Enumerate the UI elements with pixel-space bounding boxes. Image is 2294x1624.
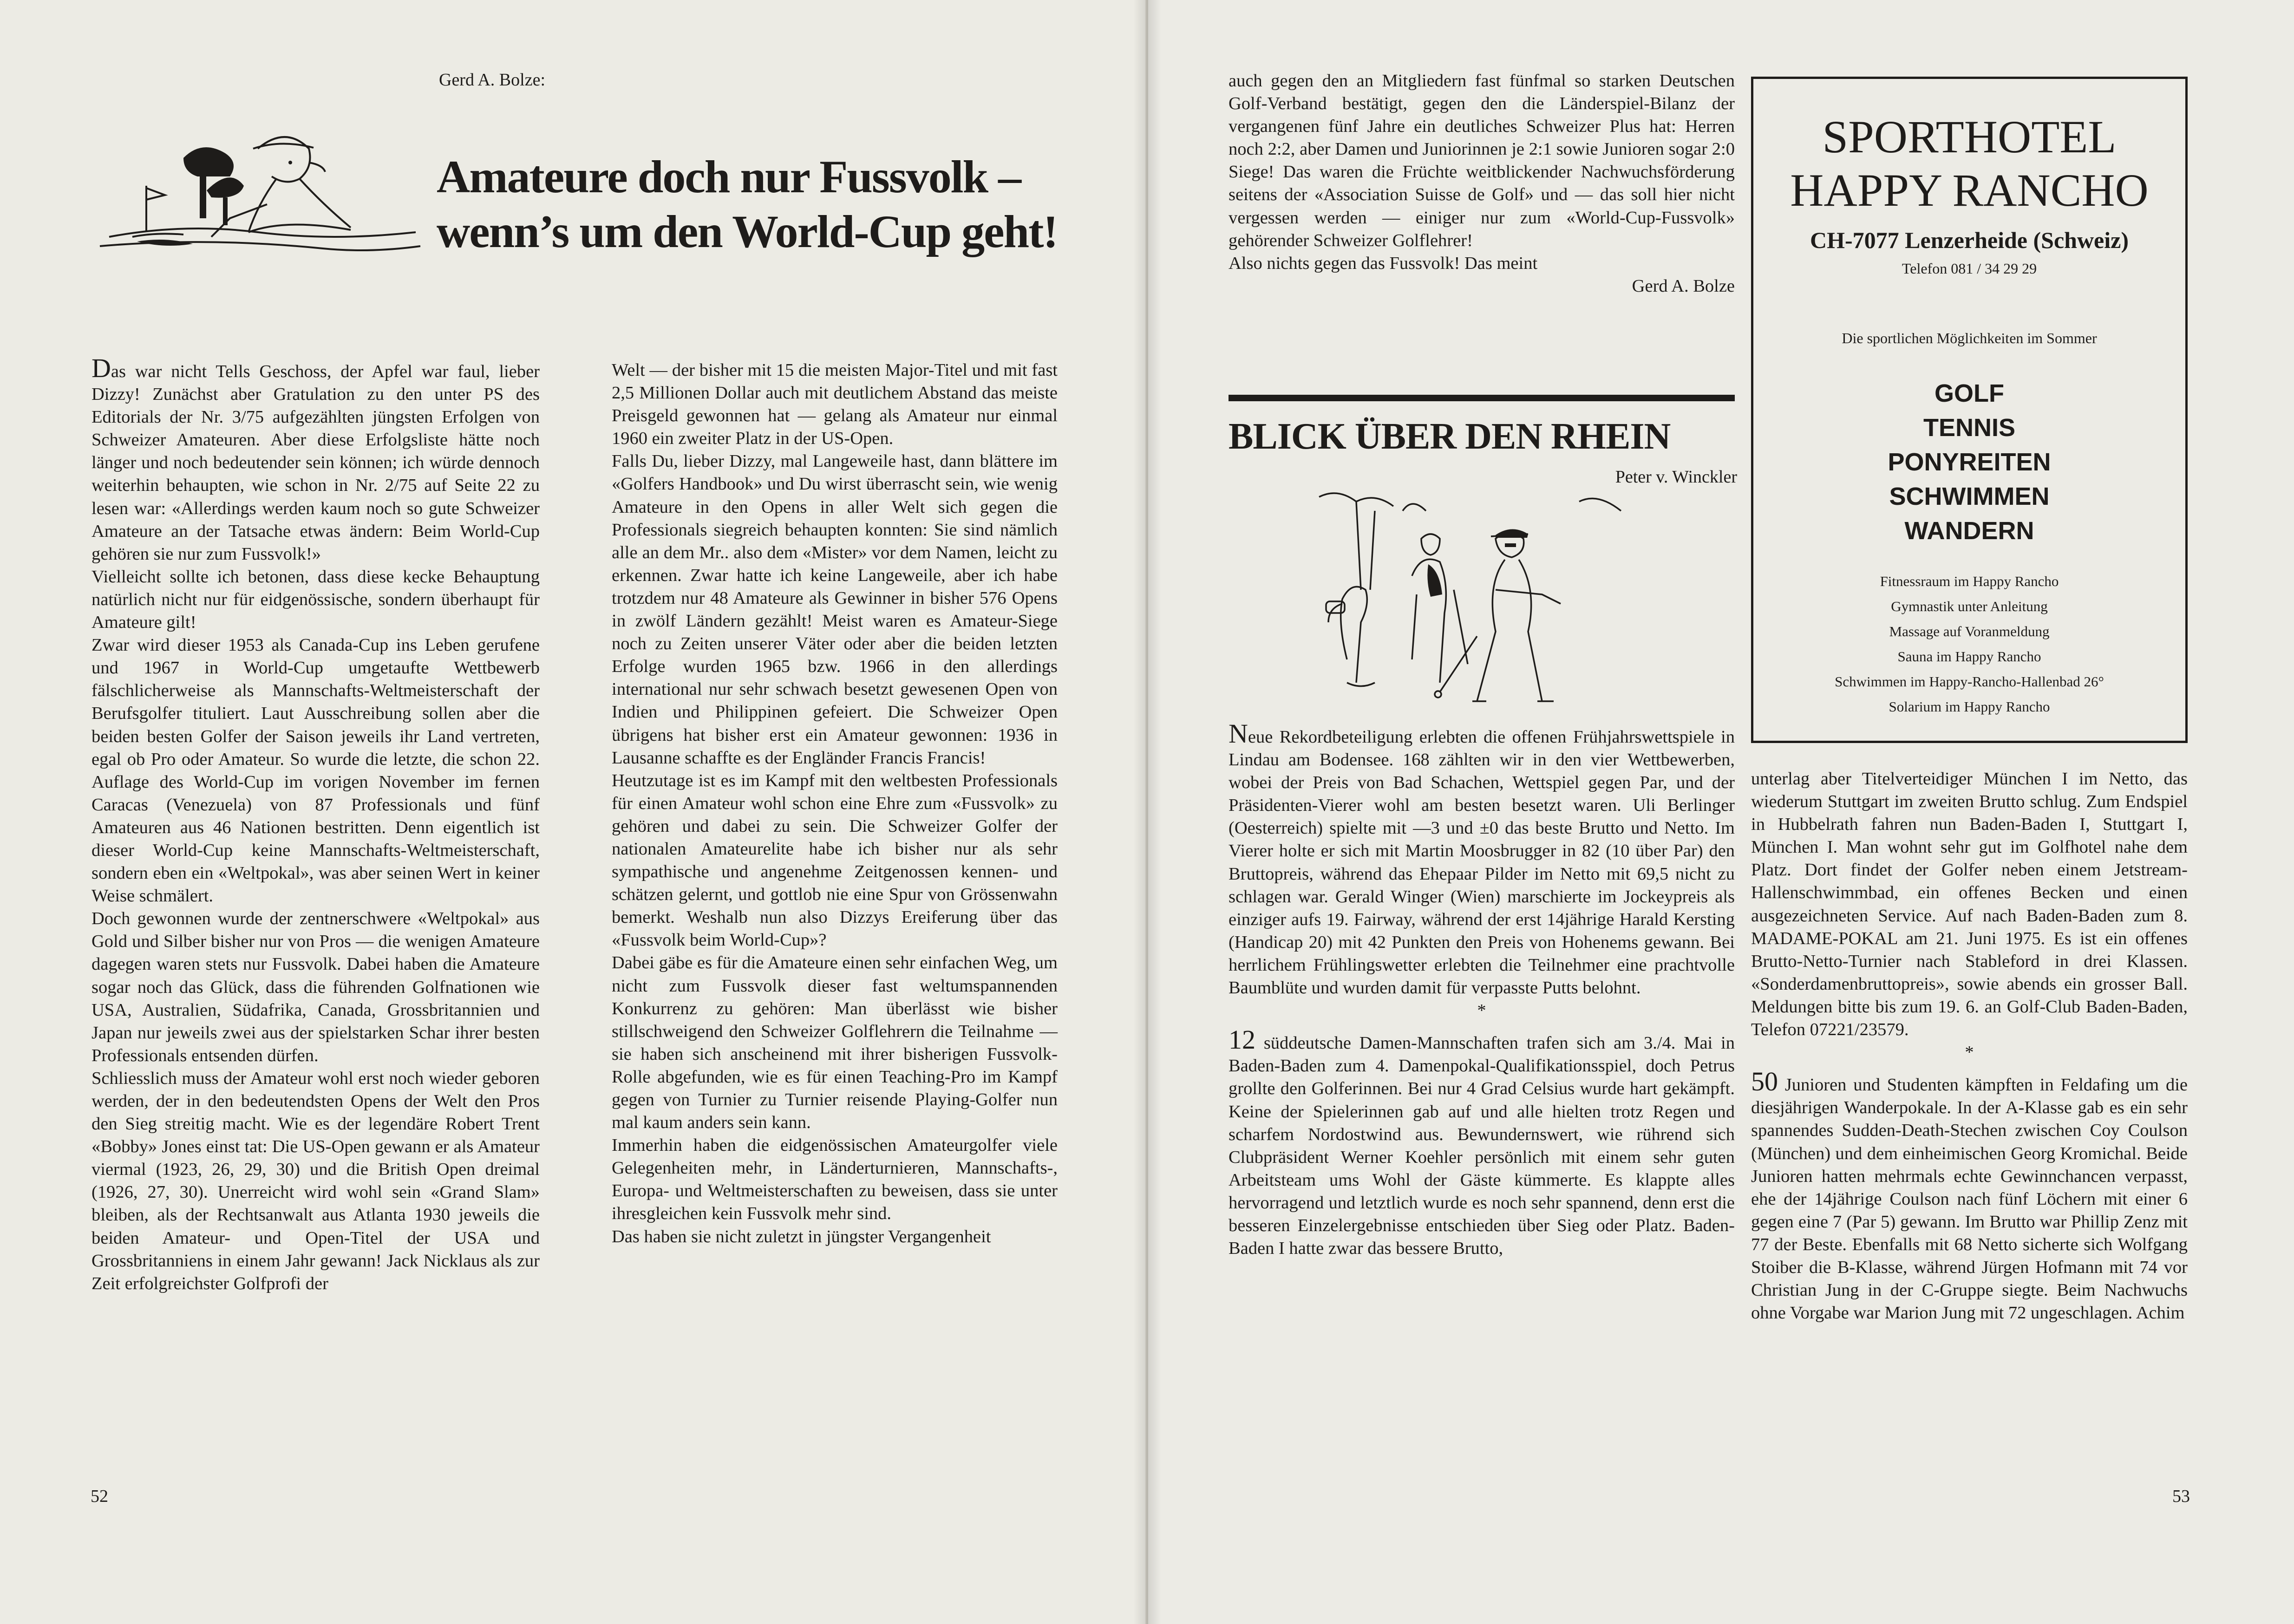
ad-facility-item: Schwimmen im Happy-Rancho-Hallenbad 26° [1835,673,2104,690]
ad-facilities-list [1753,569,2185,719]
ad-sport-item: WANDERN [1904,517,2034,545]
article-column-3-top [1229,70,1735,298]
section-title: BLICK ÜBER DEN RHEIN [1229,416,1671,457]
paragraph: Zwar wird dieser 1953 als Canada-Cup ins Leben gerufene und 1967 in World-Cup umgetaufte Wettbewerb fälschlicherweise als Mannschafts-Weltmeisterschaft der Berufsgolfer tituliert. Laut Ausschreibung sollen aber die beiden besten Golfer der Saison jeweils ihr Land vertreten, egal ob Pro oder Amateur. So wurde die letzte, die schon 22. Auflage des World-Cup im vorigen November im fernen Caracas (Venezuela) von 87 Professionals und fünf Amateuren aus 46 Nationen bestritten. Denn eigentlich ist dieser World-Cup keine Mannschafts-Weltmeisterschaft, sondern eben ein «Weltpokal», was aber seinen Wert in keiner Weise schmälert. [91,635,540,906]
ad-sport-item: TENNIS [1923,414,2016,442]
ad-facility-item: Massage auf Voranmeldung [1889,623,2050,639]
article-column-3-body [1229,718,1735,1260]
ad-title-line-1: SPORTHOTEL [1822,111,2117,163]
ad-facility-item: Fitnessraum im Happy Rancho [1880,573,2059,589]
ad-sport-item: GOLF [1935,379,2004,407]
ad-facility-item: Gymnastik unter Anleitung [1891,598,2048,614]
author-signature: Gerd A. Bolze [1632,276,1735,296]
paragraph: Das war nicht Tells Geschoss, der Apfel war faul, lieber Dizzy! Zunächst aber Gratulation zu den unter PS des Editorials der Nr. 3/75 aufgezählten jüngsten Erfolgen von Schweizer Amateuren. Aber diese Erfolgsliste hätte noch länger und noch bedeutender sein können; ich würde dennoch weiterhin behaupten, wie schon in Nr. 2/75 auf Seite 22 zu lesen war: «Allerdings werden kaum noch so gute Schweizer Amateure an der Tatsache etwas ändern: Beim World-Cup gehören sie nur zum Fussvolk!» [91,353,540,564]
headline-line-2: wenn’s um den World-Cup geht! [437,206,1058,257]
drop-cap: D [91,353,111,383]
ad-title-line-2: HAPPY RANCHO [1790,164,2149,216]
hotel-advertisement [1751,77,2188,743]
article-column-2 [612,359,1058,1248]
section-rule [1229,395,1735,401]
paragraph: Welt — der bisher mit 15 die meisten Major-Titel und mit fast 2,5 Millionen Dollar auch mit deutlichem Abstand das meiste Preisgeld gewonnen hat — gelang als Amateur nur einmal 1960 ein zweiter Platz in der US-Open. [612,360,1058,449]
paragraph: Heutzutage ist es im Kampf mit den weltbesten Professionals für einen Amateur wohl schon eine Ehre zum «Fussvolk» zu gehören und dabei zu sein. Die Schweizer Golfer der nationalen Amateurelite habe ich bisher nur als sehr sympathische und angenehme Zeitgenossen kennen- und schätzen gelernt, und gottlob nie eine Spur von Grössenwahn bemerkt. Weshalb nun also Dizzys Ereiferung über das «Fussvolk beim World-Cup»? [612,770,1058,950]
paragraph: Dabei gäbe es für die Amateure einen sehr einfachen Weg, um nicht zum Fussvolk dieser fast weltumspannenden Konkurrenz zu gehören: Man überlässt wie bisher stillschweigend den Schweizer Golflehrern die Teilnahme — sie haben sich anscheinend mit ihrer bisherigen Fussvolk-Rolle abgefunden, wie es für einen Teaching-Pro im Kampf gegen von Turnier zu Turnier reisende Playing-Golfer nun mal kaum anders sein kann. [612,953,1058,1133]
golfer-cartoon-illustration [91,98,425,265]
separator: * [1477,1001,1486,1021]
article-column-1 [91,353,540,1295]
drop-cap: 50 [1751,1066,1778,1097]
ad-facility-item: Sauna im Happy Rancho [1897,648,2041,665]
paragraph: Falls Du, lieber Dizzy, mal Langeweile hast, dann blättere im «Golfers Handbook» und Du wirst überrascht sein, wie wenig Amateure in den Opens in aller Welt sich gegen die Professionals siegreich behaupten konnten: Sie sind nämlich alle an dem Mr.. also dem «Mister» vor dem Namen, leicht zu erkennen. Zwar hatte ich keine Langeweile, aber ich habe trotzdem nur 48 Amateure als Gewinner in bisher 576 Opens in zwölf Ländern gezählt! Meist waren es Amateur-Siege noch zu Zeiten unserer Väter oder aber die beiden letzten Erfolge wurden 1965 bzw. 1966 in den allerdings international nur sehr schwach besetzt gewesenen Open von Indien und Philippinen gefeiert. Die Schweizer Open übrigens hat bisher erst ein Amateur gewonnen: 1936 in Lausanne schaffte es der Engländer Francis Francis! [612,451,1058,768]
paragraph: Neue Rekordbeteiligung erlebten die offenen Frühjahrswettspiele in Lindau am Bodensee. 168 zählten wir in den vier Wettbewerben, wobei der Preis von Bad Schachen, Wettspiel gegen Par, und der Präsidenten-Vierer wohl am besten besetzt waren. Uli Berlinger (Oesterreich) spielte mit —3 und ±0 das beste Brutto und Netto. Im Vierer holte er sich mit Martin Moosbrugger in 82 (10 über Par) den Bruttopreis, während das Ehepaar Pilder im Netto mit 69,5 nicht zu schlagen war. Gerald Winger (Wien) marschierte im Jockeypreis als einziger aufs 19. Fairway, während der erst 14jährige Harald Kersting (Handicap 20) mit 42 Punkten den Preis von Hohenems gewann. Bei herrlichem Frühlingswetter erlebten die Teilnehmer eine prachtvolle Baumblüte und wurden damit für verpasste Putts belohnt. [1229,718,1735,998]
separator: * [1965,1043,1974,1063]
drop-cap: N [1229,718,1248,749]
paragraph: 50 Junioren und Studenten kämpften in Feldafing um die diesjährigen Wanderpokale. In der A-Klasse gab es ein sehr spannendes Sudden-Death-Stechen zwischen Coy Coulson (München) und dem einheimischen Georg Kromichal. Beide Junioren hatten mehrmals echte Gewinnchancen verpasst, ehe der 14jährige Coulson nach fünf Löchern mit einer 6 gegen eine 7 (Par 5) gewann. Im Brutto war Phillip Zenz mit 77 der Beste. Ebenfalls mit 68 Netto sicherte sich Wolfgang Stoiber die B-Klasse, während Jürgen Hofmann mit 74 vor Christian Jung in der C-Gruppe siegte. Beim Nachwuchs ohne Vorgabe war Marion Jung mit 72 ungeschlagen. Achim [1751,1066,2188,1323]
section-byline: Peter v. Winckler [1615,467,1737,487]
paragraph: Doch gewonnen wurde der zentnerschwere «Weltpokal» aus Gold und Silber bisher nur von Pros — die wenigen Amateure dagegen waren stets nur Fussvolk. Dabei haben die Amateure sogar noch das Glück, dass die führenden Golfnationen wie USA, Australien, Südafrika, Canada, Grossbritannien und Japan nur jeweils zwei aus der spielstarken Schar ihrer besten Professionals entsenden dürfen. [91,909,540,1065]
paragraph: 12 süddeutsche Damen-Mannschaften trafen sich am 3./4. Mai in Baden-Baden zum 4. Damenpokal-Qualifikationsspiel, doch Petrus grollte den Golferinnen. Bei nur 4 Grad Celsius wurde hart gekämpft. Keine der Spielerinnen gab auf und alle hielten trotz Regen und scharfem Nordostwind aus. Bewundernswert, wie rührend sich Clubpräsident Werner Koehler persönlich mit einem sehr guten Arbeitsteam ums Wohl der Gäste kümmerte. Es klappte alles hervorragend und letztlich wurde es noch sehr spannend, denn erst die besseren Einzelergebnisse entschieden über Sieg oder Platz. Baden-Baden I hatte zwar das bessere Brutto, [1229,1024,1735,1259]
page-number: 52 [91,1487,108,1506]
ad-location: CH-7077 Lenzerheide (Schweiz) [1810,227,2129,253]
ad-facility-item: Solarium im Happy Rancho [1889,698,2050,715]
ad-sport-item: SCHWIMMEN [1889,483,2050,510]
paragraph: Das haben sie nicht zuletzt in jüngster Vergangenheit [612,1226,991,1246]
ad-phone: Telefon 081 / 34 29 29 [1902,260,2037,277]
book-gutter [1133,0,1161,1624]
page-number: 53 [2172,1487,2190,1506]
byline: Gerd A. Bolze: [439,70,546,90]
article-headline [437,150,1082,259]
article-column-4 [1751,768,2188,1324]
paragraph: unterlag aber Titelverteidiger München I im Netto, das wiederum Stuttgart im zweiten Brutto schlug. Zum Endspiel in Hubbelrath fahren nun Baden-Baden I, Stuttgart I, München I. Man wohnt sehr gut im Golfhotel nahe dem Platz. Dort findet der Golfer neben einem Jetstream-Hallenschwimmbad, ein offenes Becken und einen ausgezeichneten Service. Auf nach Baden-Baden zum 8. MADAME-POKAL am 21. Juni 1975. Es ist ein offenes Brutto-Netto-Turnier nach Stableford in drei Klassen. «Sonderdamenbruttopreis», sowie abends ein grosser Ball. Meldungen bitte bis zum 19. 6. an Golf-Club Baden-Baden, Telefon 07221/23579. [1751,769,2188,1040]
ad-sports-list [1753,376,2185,548]
left-page [0,0,1145,1624]
golfers-cartoon-illustration [1301,483,1654,715]
drop-cap: 12 [1229,1024,1255,1055]
paragraph: auch gegen den an Mitgliedern fast fünfmal so starken Deutschen Golf-Verband bestätigt, gegen den die Länderspiel-Bilanz der vergangenen fünf Jahre ein deutliches Schweizer Plus hat: Herren noch 2:2, aber Damen und Juniorinnen je 2:1 sowie Junioren sogar 2:0 Siege! Das waren die Früchte weitblickender Nachwuchsförderung seitens der «Association Suisse de Golf» und — das soll hier nicht vergessen werden — einiger nur zum «World-Cup-Fussvolk» gehörender Schweizer Golflehrer! [1229,71,1735,250]
paragraph: Immerhin haben die eidgenössischen Amateurgolfer viele Gelegenheiten mehr, in Länderturnieren, Mannschafts-, Europa- und Weltmeisterschaften zu beweisen, dass sie unter ihresgleichen kein Fussvolk mehr sind. [612,1135,1058,1224]
ad-subtitle: Die sportlichen Möglichkeiten im Sommer [1842,330,2097,346]
paragraph: Vielleicht sollte ich betonen, dass diese kecke Behauptung natürlich nicht nur für eidgenössische, sondern überhaupt für Amateure gilt! [91,567,540,633]
paragraph: Schliesslich muss der Amateur wohl erst noch wieder geboren werden, der in den bedeutendsten Opens der Welt den Pros den Sieg streitig macht. Wie es der legendäre Robert Trent «Bobby» Jones einst tat: Die US-Open gewann er als Amateur viermal (1923, 26, 29, 30) und die British Open dreimal (1926, 27, 30). Unerreicht wird wohl sein «Grand Slam» bleiben, als der Rechtsanwalt aus Atlanta 1930 jeweils die beiden Amateur- und Open-Titel der USA und Grossbritanniens in einem Jahr gewann! Jack Nicklaus als zur Zeit erfolgreichster Golfprofi der [91,1068,540,1293]
ad-sport-item: PONYREITEN [1888,448,2051,476]
headline-line-1: Amateure doch nur Fussvolk – [437,151,1021,202]
paragraph: Also nichts gegen das Fussvolk! Das meint [1229,253,1538,273]
